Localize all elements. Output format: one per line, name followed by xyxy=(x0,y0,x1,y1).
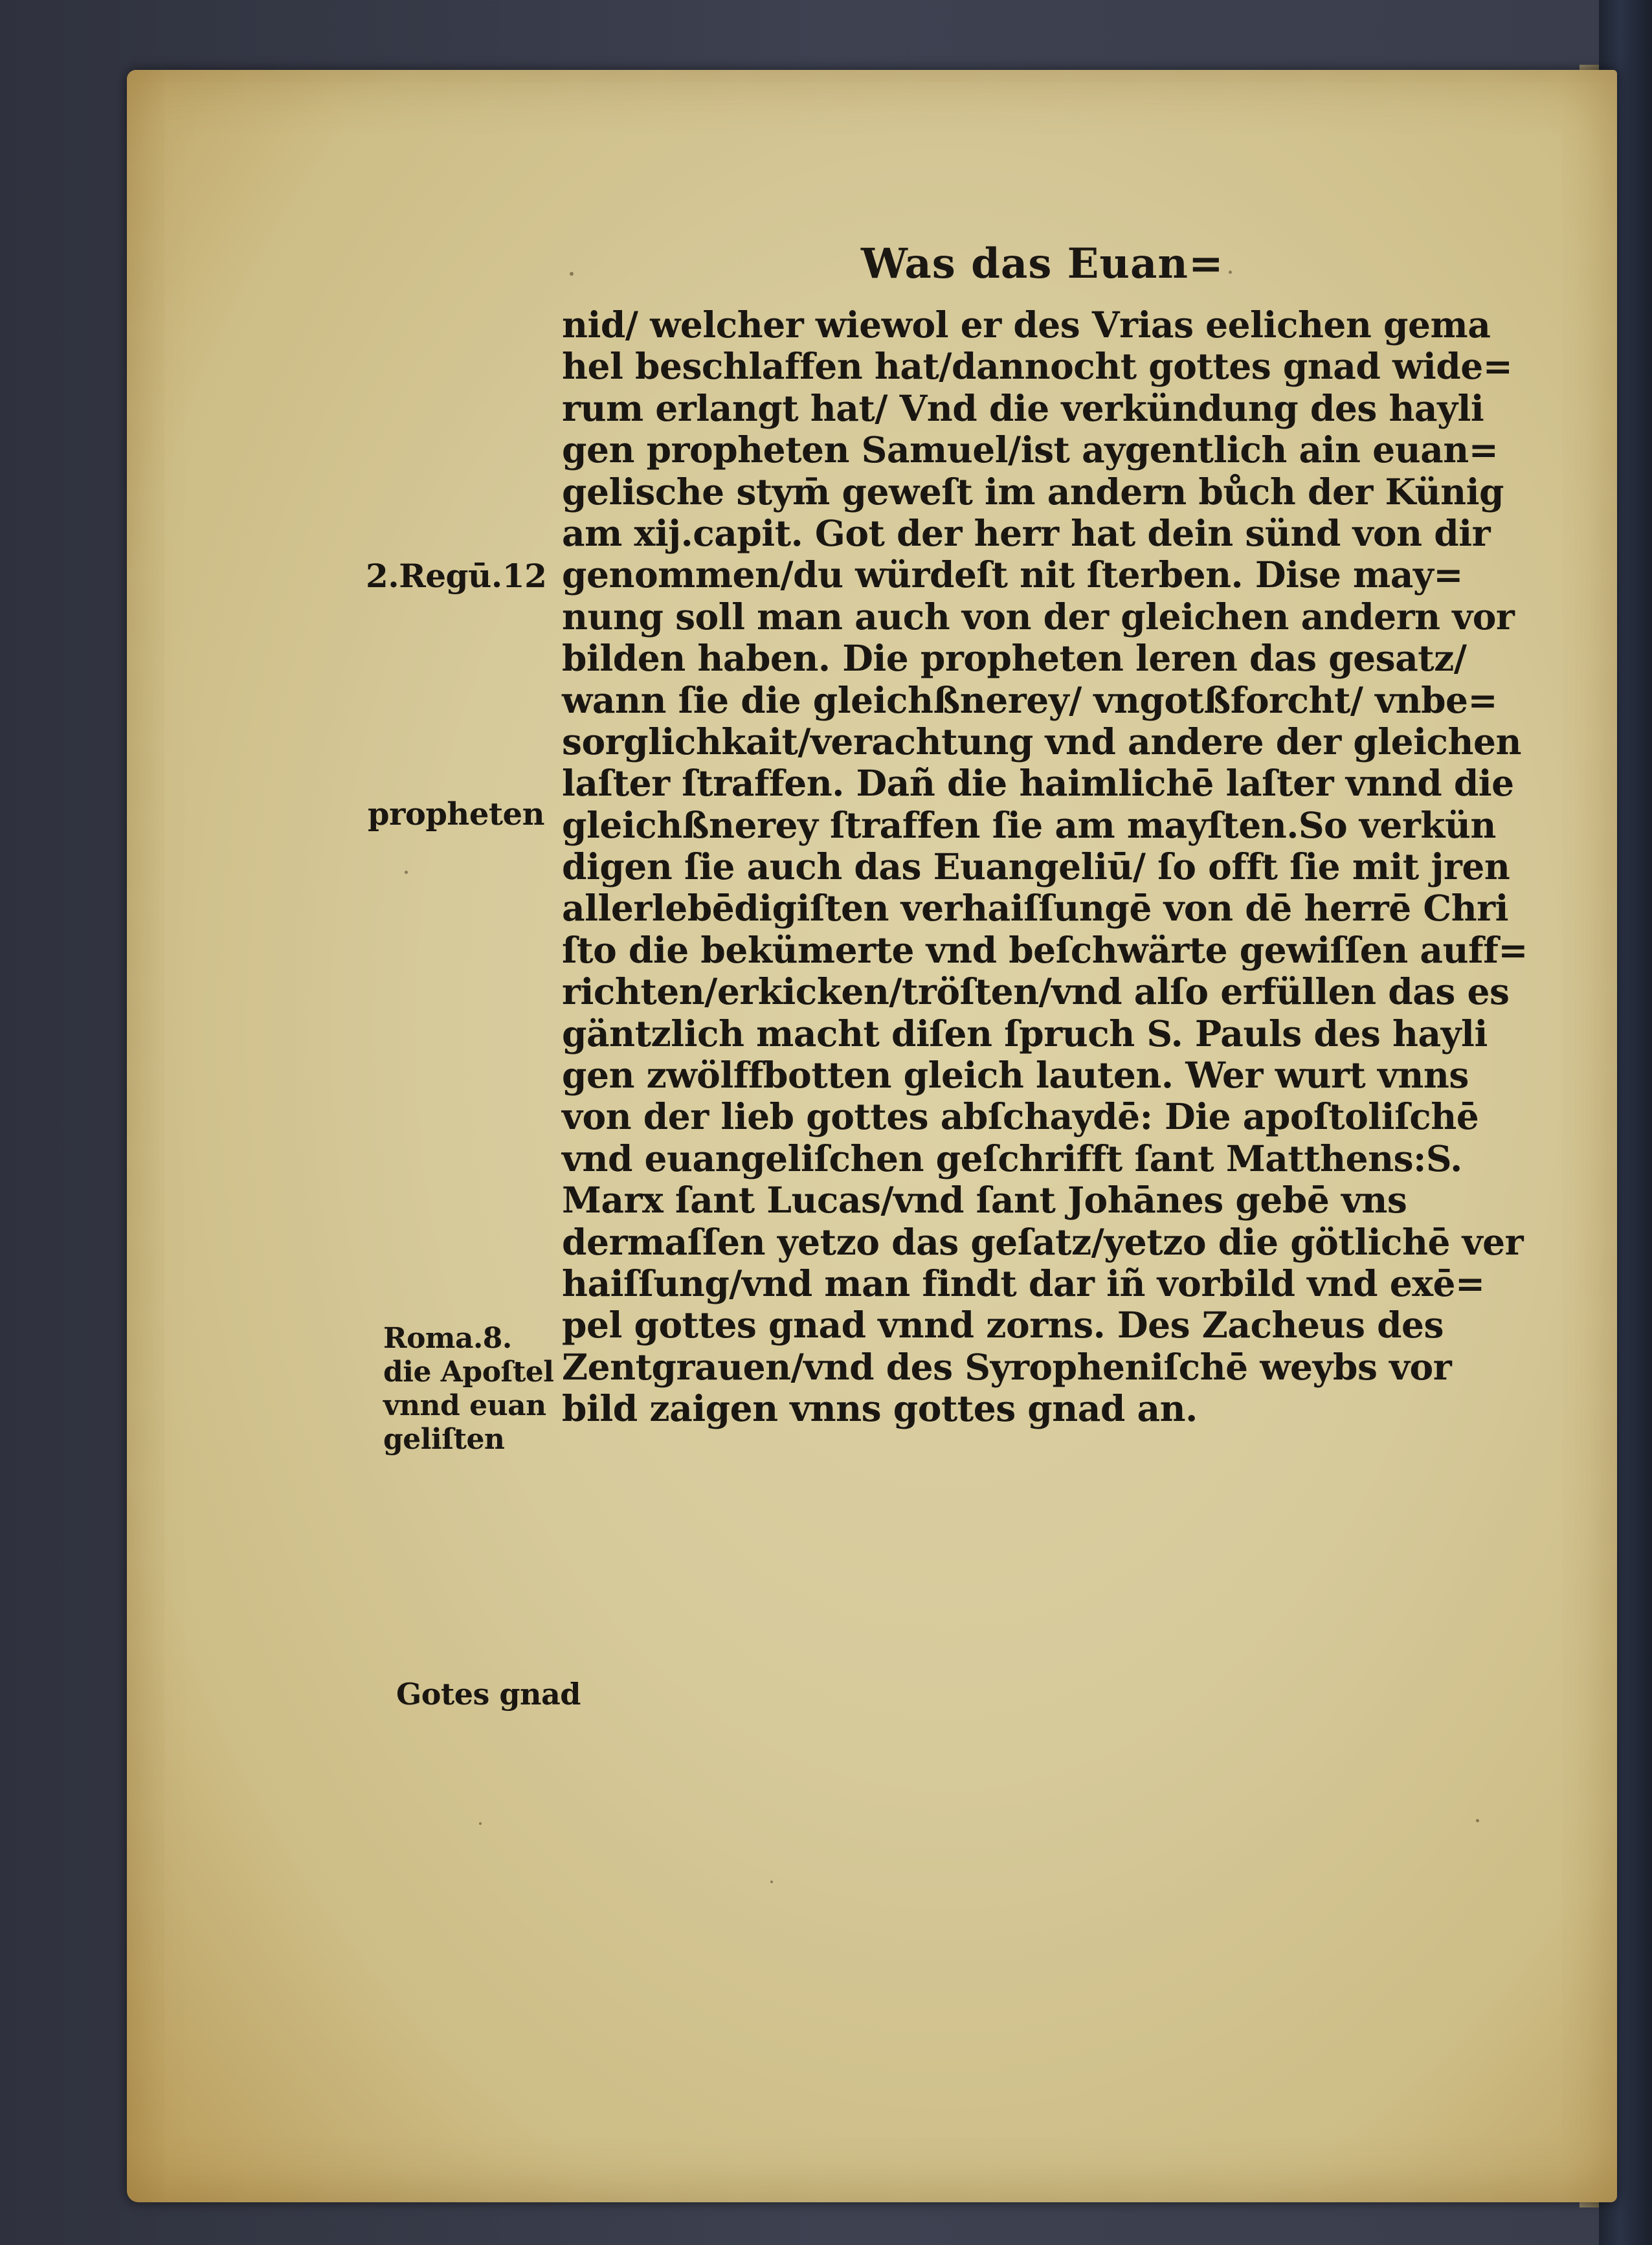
text-line: hel beschlaffen hat/dannocht gottes gnad wide= xyxy=(562,345,1513,388)
text-line: genommen/du würdeſt nit ſterben. Dise may= xyxy=(562,553,1463,596)
marginal-note-line: die Apoſtel xyxy=(383,1356,554,1389)
marginal-note-line: vnnd euan xyxy=(383,1389,546,1422)
text-line: nung soll man auch von der gleichen andern vor xyxy=(562,595,1515,638)
text-line: Zentgrauen/vnd des Syropheniſchē weybs vor xyxy=(562,1345,1452,1388)
text-line: sorglichkait/verachtung vnd andere der gleichen xyxy=(562,720,1522,763)
text-line: richten/erkicken/tröſten/vnd alſo erfüllen das es xyxy=(562,970,1510,1013)
text-line: gleichßnerey ſtraffen ſie am mayſten.So verkün xyxy=(562,803,1496,846)
text-line: allerlebēdigiſten verhaiſſungē von dē herrē Chri xyxy=(562,887,1509,930)
text-line: ſto die bekümerte vnd beſchwärte gewiſſen auff= xyxy=(562,928,1528,971)
text-line: dermaſſen yetzo das geſatz/yetzo die götlichē ver xyxy=(562,1220,1524,1263)
text-line: bild zaigen vnns gottes gnad an. xyxy=(562,1387,1198,1430)
text-line: laſter ſtraffen. Dañ die haimlichē laſter vnnd die xyxy=(562,762,1514,805)
marginal-note-regum: 2.Regū.12 xyxy=(366,557,547,595)
text-line: gäntzlich macht diſen ſpruch S. Pauls des hayli xyxy=(562,1012,1488,1055)
paper-speck xyxy=(405,871,408,874)
paper-speck xyxy=(1476,1819,1479,1822)
text-line: am xij.capit. Got der herr hat dein sünd von dir xyxy=(562,511,1491,554)
text-line: nid/ welcher wiewol er des Vrias eelichen gema xyxy=(562,304,1491,346)
marginal-note-roma xyxy=(383,1322,554,1457)
text-line: rum erlangt hat/ Vnd die verkündung des hayli xyxy=(562,386,1484,429)
marginal-note-line: Roma.8. xyxy=(383,1322,512,1355)
marginal-note-line: geliſten xyxy=(383,1423,505,1456)
text-line: wann ſie die gleichßnerey/ vngotßforcht/ vnbe= xyxy=(562,678,1498,721)
text-line: von der lieb gottes abſchaydē: Die apoſtoliſchē xyxy=(562,1095,1479,1138)
body-text xyxy=(562,304,1598,1430)
marginal-note-gotes-gnad: Gotes gnad xyxy=(396,1677,581,1712)
text-line: gen propheten Samuel/ist aygentlich ain euan= xyxy=(562,429,1499,471)
marginal-note-propheten: propheten xyxy=(368,796,544,832)
running-title: Was das Euan= xyxy=(861,240,1224,288)
paper-speck xyxy=(1229,271,1232,274)
text-line: Marx ſant Lucas/vnd ſant Johānes gebē vns xyxy=(562,1179,1407,1222)
paper-speck xyxy=(770,1881,773,1883)
text-line: gen zwölffbotten gleich lauten. Wer wurt vnns xyxy=(562,1054,1469,1097)
paper-speck xyxy=(570,272,574,276)
paper-speck xyxy=(479,1822,482,1825)
text-line: haiſſung/vnd man findt dar iñ vorbild vnd exē= xyxy=(562,1262,1485,1304)
text-line: digen ſie auch das Euangeliū/ ſo offt ſie mit jren xyxy=(562,845,1510,888)
text-line: gelische stym̄ geweſt im andern bůch der Künig xyxy=(562,470,1504,513)
text-line: pel gottes gnad vnnd zorns. Des Zacheus des xyxy=(562,1304,1444,1346)
text-line: bilden haben. Die propheten leren das gesatz/ xyxy=(562,637,1467,680)
text-line: vnd euangeliſchen geſchrifft ſant Matthens:S. xyxy=(562,1137,1462,1179)
